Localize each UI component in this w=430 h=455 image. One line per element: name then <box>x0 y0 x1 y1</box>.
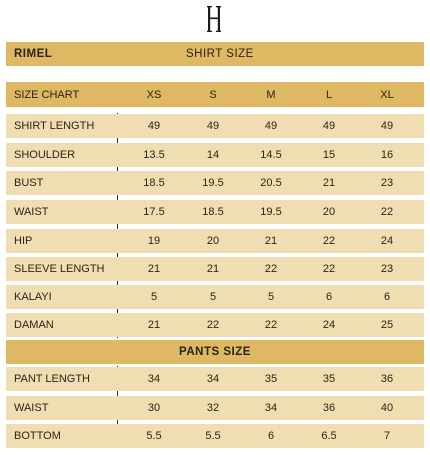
size-value-cell: 21 <box>264 235 278 247</box>
row-label: KALAYI <box>14 291 52 303</box>
size-value-cell: 5.5 <box>205 430 221 442</box>
row-label: SLEEVE LENGTH <box>14 263 105 275</box>
table-row <box>6 143 424 167</box>
size-value-cell: 22 <box>264 319 278 331</box>
size-value-cell: 21 <box>322 177 336 189</box>
size-value-cell: 14.5 <box>260 149 282 161</box>
size-value-cell: 34 <box>147 373 161 385</box>
size-value-cell: 6 <box>267 430 275 442</box>
size-value-cell: 49 <box>264 120 278 132</box>
size-value-cell: 13.5 <box>143 149 165 161</box>
size-value-cell: 20.5 <box>260 177 282 189</box>
shirt-size-title: SHIRT SIZE <box>186 48 254 60</box>
size-s-header: S <box>209 88 217 101</box>
size-value-cell: 34 <box>206 373 220 385</box>
size-value-cell: 23 <box>380 177 394 189</box>
size-value-cell: 24 <box>380 235 394 247</box>
size-value-cell: 40 <box>380 402 394 414</box>
size-value-cell: 36 <box>322 402 336 414</box>
size-value-cell: 49 <box>322 120 336 132</box>
size-value-cell: 22 <box>322 235 336 247</box>
size-chart-label: SIZE CHART <box>14 88 80 101</box>
table-row <box>6 313 424 337</box>
size-value-cell: 34 <box>264 402 278 414</box>
row-label: HIP <box>14 235 33 247</box>
size-value-cell: 17.5 <box>143 206 165 218</box>
row-label: DAMAN <box>14 319 54 331</box>
size-value-cell: 18.5 <box>143 177 165 189</box>
row-label: BUST <box>14 177 44 189</box>
size-l-header: L <box>325 88 333 101</box>
size-value-cell: 21 <box>206 263 220 275</box>
size-value-cell: 18.5 <box>202 206 224 218</box>
size-m-header: M <box>266 88 276 101</box>
row-label: WAIST <box>14 206 49 218</box>
size-value-cell: 5.5 <box>146 430 162 442</box>
size-value-cell: 25 <box>380 319 394 331</box>
size-value-cell: 36 <box>380 373 394 385</box>
table-row <box>6 285 424 309</box>
shirt-size-banner <box>6 42 424 66</box>
table-row <box>6 171 424 195</box>
size-value-cell: 20 <box>206 235 220 247</box>
size-value-cell: 21 <box>147 263 161 275</box>
size-xl-header: XL <box>380 88 394 101</box>
table-row <box>6 257 424 281</box>
size-value-cell: 15 <box>322 149 336 161</box>
table-row <box>6 200 424 224</box>
size-value-cell: 19 <box>147 235 161 247</box>
size-value-cell: 24 <box>322 319 336 331</box>
size-value-cell: 23 <box>380 263 394 275</box>
size-value-cell: 20 <box>322 206 336 218</box>
row-label: PANT LENGTH <box>14 373 90 385</box>
size-header-row <box>6 82 424 107</box>
table-row <box>6 396 424 420</box>
row-label: SHOULDER <box>14 149 76 161</box>
size-value-cell: 30 <box>147 402 161 414</box>
brand-logo-icon <box>207 4 221 34</box>
size-value-cell: 49 <box>380 120 394 132</box>
size-value-cell: 22 <box>380 206 394 218</box>
size-value-cell: 6 <box>383 291 391 303</box>
table-row <box>6 424 424 448</box>
size-value-cell: 5 <box>150 291 158 303</box>
size-value-cell: 5 <box>209 291 217 303</box>
pants-size-banner <box>6 340 424 364</box>
row-label: SHIRT LENGTH <box>14 120 95 132</box>
size-value-cell: 6.5 <box>321 430 337 442</box>
size-value-cell: 19.5 <box>260 206 282 218</box>
size-value-cell: 14 <box>206 149 220 161</box>
size-value-cell: 32 <box>206 402 220 414</box>
size-value-cell: 35 <box>322 373 336 385</box>
size-value-cell: 19.5 <box>202 177 224 189</box>
size-value-cell: 21 <box>147 319 161 331</box>
size-value-cell: 5 <box>267 291 275 303</box>
size-value-cell: 35 <box>264 373 278 385</box>
row-label: BOTTOM <box>14 430 61 442</box>
size-value-cell: 49 <box>147 120 161 132</box>
size-value-cell: 49 <box>206 120 220 132</box>
brand-name: RIMEL <box>14 48 53 60</box>
size-xs-header: XS <box>146 88 162 101</box>
size-value-cell: 6 <box>325 291 333 303</box>
size-value-cell: 7 <box>383 430 391 442</box>
pants-size-title: PANTS SIZE <box>179 346 251 358</box>
table-row <box>6 229 424 253</box>
table-row <box>6 367 424 391</box>
size-value-cell: 22 <box>264 263 278 275</box>
size-value-cell: 22 <box>206 319 220 331</box>
row-label: WAIST <box>14 402 49 414</box>
size-value-cell: 16 <box>380 149 394 161</box>
size-value-cell: 22 <box>322 263 336 275</box>
table-row <box>6 114 424 138</box>
